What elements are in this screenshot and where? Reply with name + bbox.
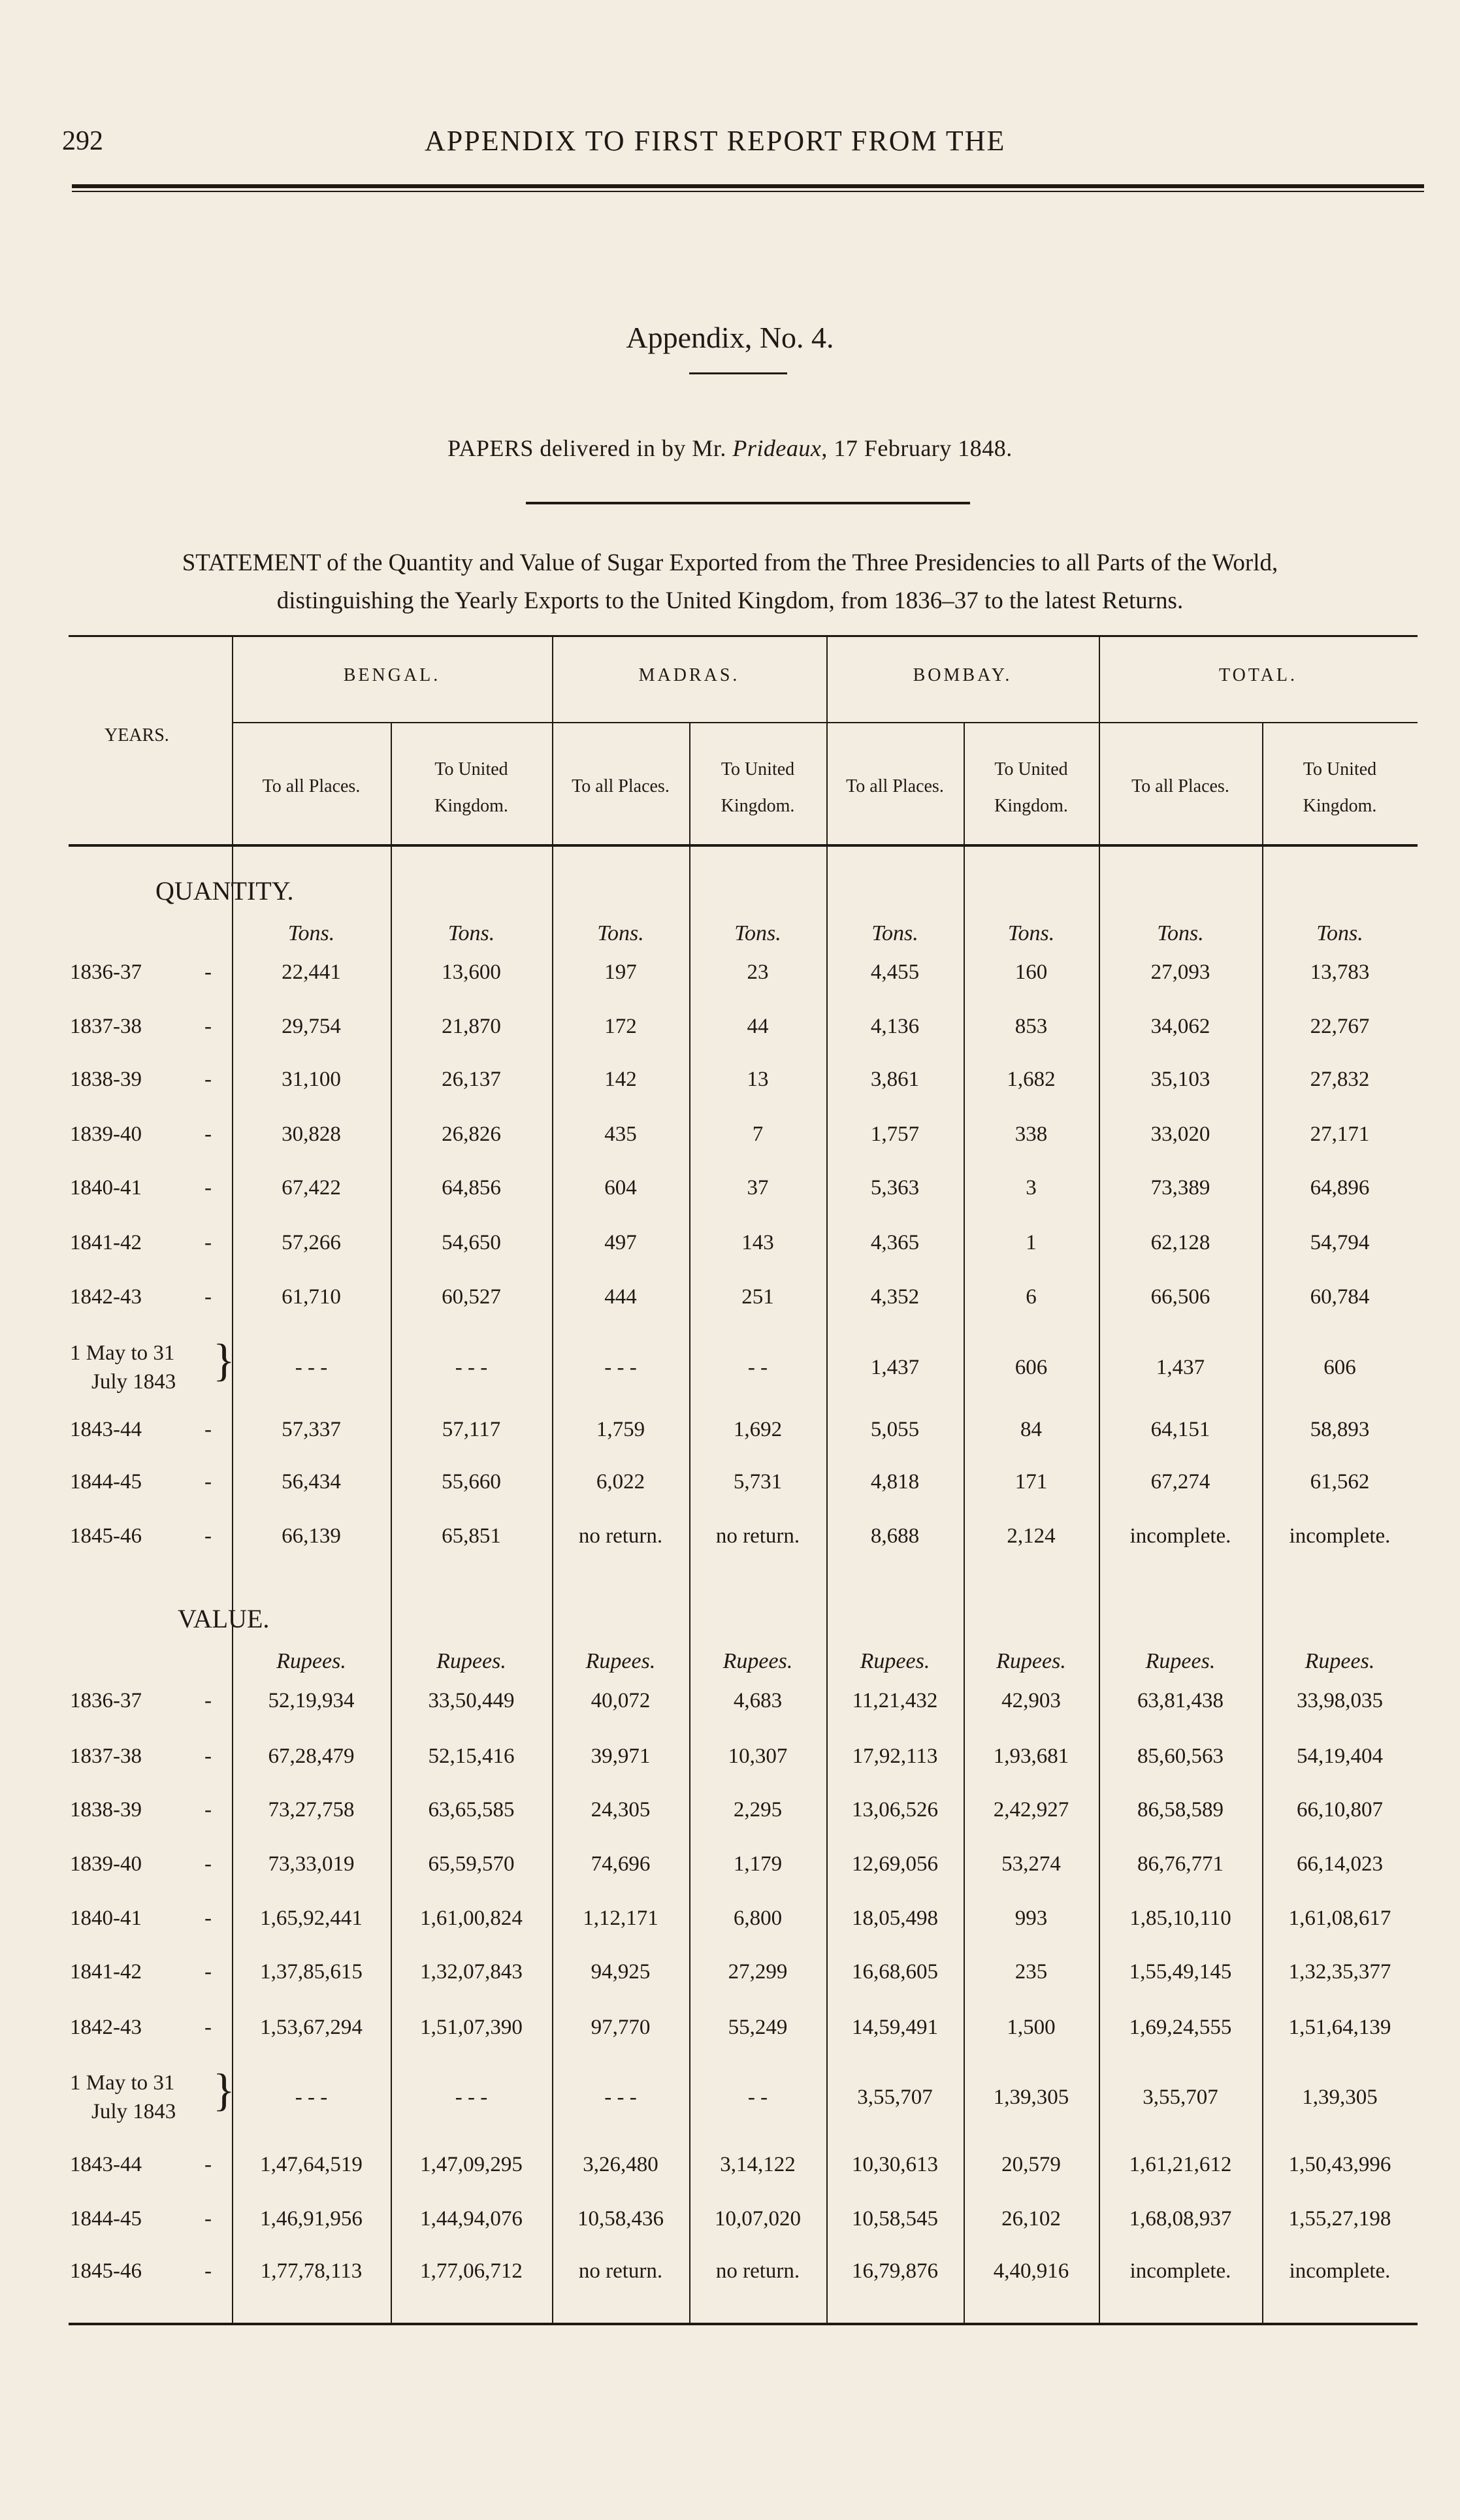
value-unit-label: Rupees.	[585, 1649, 656, 1673]
year-label: 1836-37	[70, 1689, 142, 1712]
quantity-unit-label: Tons.	[447, 921, 495, 945]
quantity-value-cell: 5,731	[733, 1470, 783, 1494]
quantity-value-cell: 30,828	[282, 1122, 341, 1146]
value-value-cell: 66,10,807	[1297, 1798, 1383, 1822]
value-value-cell: 65,59,570	[428, 1852, 515, 1876]
leader-dash: -	[204, 1852, 212, 1876]
value-value-cell: 1,77,78,113	[260, 2259, 363, 2283]
value-value-cell: 1,47,64,519	[260, 2153, 363, 2176]
leader-dash: -	[204, 960, 212, 984]
value-value-cell: 1,61,00,824	[420, 1906, 523, 1930]
papers-rule	[526, 502, 970, 504]
year-label: 1844-45	[70, 2207, 142, 2231]
value-value-cell: 1,37,85,615	[260, 1960, 363, 1984]
quantity-value-cell: 444	[604, 1285, 637, 1309]
leader-dash: -	[204, 2153, 212, 2176]
leader-dash: -	[204, 1470, 212, 1494]
table-bottom-rule	[69, 2323, 1418, 2325]
quantity-value-cell: 44	[747, 1015, 769, 1038]
value-value-cell: 14,59,491	[852, 2016, 938, 2039]
quantity-value-cell: no return.	[715, 1524, 800, 1548]
year-label: 1843-44	[70, 1418, 142, 1441]
value-value-cell: 1,61,08,617	[1288, 1906, 1391, 1930]
value-value-cell: incomplete.	[1289, 2259, 1391, 2283]
papers-before: PAPERS delivered in by Mr.	[447, 435, 733, 461]
quantity-unit-label: Tons.	[287, 921, 335, 945]
value-value-cell: 1,55,49,145	[1129, 1960, 1232, 1984]
quantity-value-cell: 67,274	[1150, 1470, 1210, 1494]
quantity-value-cell: 27,832	[1310, 1068, 1370, 1091]
value-value-cell: 1,93,681	[993, 1744, 1069, 1768]
quantity-value-cell: incomplete.	[1289, 1524, 1391, 1548]
value-value-cell: 1,50,43,996	[1288, 2153, 1391, 2176]
quantity-value-cell: 7	[752, 1122, 764, 1146]
year-label-line1: 1 May to 31	[70, 2071, 175, 2095]
leader-dash: -	[204, 1524, 212, 1548]
quantity-value-cell: 26,826	[442, 1122, 501, 1146]
quantity-value-cell: 67,422	[282, 1176, 341, 1200]
value-unit-label: Rupees.	[996, 1649, 1066, 1673]
quantity-value-cell: 338	[1014, 1122, 1048, 1146]
year-label-line1: 1 May to 31	[70, 1341, 175, 1365]
value-value-cell: 10,58,436	[577, 2207, 664, 2231]
quantity-unit-label: Tons.	[871, 921, 918, 945]
quantity-value-cell: 26,137	[442, 1068, 501, 1091]
value-value-cell: 1,46,91,956	[260, 2207, 363, 2231]
quantity-value-cell: 61,562	[1310, 1470, 1370, 1494]
quantity-value-cell: 27,093	[1150, 960, 1210, 984]
quantity-value-cell: 84	[1020, 1418, 1042, 1441]
value-value-cell: 235	[1014, 1960, 1048, 1984]
quantity-value-cell: 604	[604, 1176, 637, 1200]
column-header: To all Places.	[846, 776, 944, 796]
year-label: 1845-46	[70, 1524, 142, 1548]
quantity-value-cell: 22,441	[282, 960, 341, 984]
value-value-cell: 13,06,526	[852, 1798, 938, 1822]
quantity-value-cell: 57,266	[282, 1231, 341, 1254]
quantity-value-cell: 66,139	[282, 1524, 341, 1548]
leader-dash: -	[204, 1744, 212, 1768]
value-value-cell: 42,903	[1001, 1689, 1061, 1712]
quantity-value-cell: 1,437	[870, 1356, 920, 1379]
quantity-value-cell: 1,757	[870, 1122, 920, 1146]
quantity-value-cell: 57,117	[442, 1418, 501, 1441]
value-value-cell: 27,299	[728, 1960, 788, 1984]
statement-line-1: STATEMENT of the Quantity and Value of Sugar Exported from the Three Presidencies to all Parts of the World,	[182, 549, 1278, 576]
quantity-unit-label: Tons.	[597, 921, 644, 945]
column-header: To United Kingdom.	[994, 759, 1068, 816]
quantity-value-cell: 64,151	[1150, 1418, 1210, 1441]
value-value-cell: 26,102	[1001, 2207, 1061, 2231]
value-value-cell: 4,40,916	[993, 2259, 1069, 2283]
value-unit-label: Rupees.	[1305, 1649, 1375, 1673]
value-value-cell: 40,072	[591, 1689, 651, 1712]
quantity-value-cell: 6,022	[596, 1470, 645, 1494]
value-value-cell: 3,55,707	[857, 2086, 933, 2109]
column-header: To all Places.	[262, 776, 361, 796]
value-value-cell: 6,800	[733, 1906, 783, 1930]
quantity-value-cell: 3	[1026, 1176, 1037, 1200]
quantity-value-cell: 606	[1323, 1356, 1356, 1379]
group-header: MADRAS.	[638, 665, 740, 685]
column-header: To United Kingdom.	[434, 759, 508, 816]
value-value-cell: 1,44,94,076	[420, 2207, 523, 2231]
quantity-value-cell: 33,020	[1150, 1122, 1210, 1146]
value-value-cell: 10,07,020	[715, 2207, 801, 2231]
year-label: 1840-41	[70, 1906, 142, 1930]
column-header: To all Places.	[572, 776, 670, 796]
value-unit-label: Rupees.	[860, 1649, 930, 1673]
leader-dash: -	[204, 2016, 212, 2039]
quantity-value-cell: 172	[604, 1015, 637, 1038]
leader-dash: -	[204, 1231, 212, 1254]
quantity-value-cell: 3,861	[870, 1068, 920, 1091]
quantity-value-cell: 5,055	[870, 1418, 920, 1441]
value-value-cell: 1,61,21,612	[1129, 2153, 1232, 2176]
title-rule	[689, 372, 787, 374]
quantity-value-cell: 4,818	[870, 1470, 920, 1494]
header-bottom-rule	[69, 844, 1418, 847]
year-label: 1839-40	[70, 1122, 142, 1146]
leader-dash: -	[204, 1798, 212, 1822]
leader-dash: -	[204, 1960, 212, 1984]
group-header: TOTAL.	[1218, 665, 1297, 685]
quantity-value-cell: - - -	[455, 1356, 488, 1379]
value-value-cell: 1,12,171	[583, 1906, 658, 1930]
quantity-value-cell: 5,363	[870, 1176, 920, 1200]
quantity-value-cell: 4,136	[870, 1015, 920, 1038]
quantity-value-cell: - - -	[604, 1356, 637, 1379]
value-value-cell: 1,47,09,295	[420, 2153, 523, 2176]
header-rule-thin	[72, 191, 1424, 192]
quantity-value-cell: incomplete.	[1129, 1524, 1231, 1548]
value-value-cell: 1,32,07,843	[420, 1960, 523, 1984]
quantity-value-cell: 853	[1014, 1015, 1048, 1038]
quantity-value-cell: 64,856	[442, 1176, 501, 1200]
value-value-cell: 1,51,64,139	[1288, 2016, 1391, 2039]
value-value-cell: 1,51,07,390	[420, 2016, 523, 2039]
year-label: 1841-42	[70, 1960, 142, 1984]
value-value-cell: 1,68,08,937	[1129, 2207, 1232, 2231]
value-value-cell: 18,05,498	[852, 1906, 938, 1930]
value-value-cell: 1,65,92,441	[260, 1906, 363, 1930]
year-label: 1841-42	[70, 1231, 142, 1254]
year-label: 1840-41	[70, 1176, 142, 1200]
value-value-cell: 1,32,35,377	[1288, 1960, 1391, 1984]
table-top-rule	[69, 635, 1418, 637]
value-value-cell: - - -	[295, 2086, 328, 2109]
leader-dash: -	[204, 1068, 212, 1091]
value-value-cell: 1,69,24,555	[1129, 2016, 1232, 2039]
quantity-section-label: QUANTITY.	[155, 876, 294, 906]
value-value-cell: no return.	[715, 2259, 800, 2283]
header-rule	[72, 184, 1424, 188]
quantity-value-cell: 54,650	[442, 1231, 501, 1254]
year-label: 1837-38	[70, 1744, 142, 1768]
quantity-value-cell: 60,784	[1310, 1285, 1370, 1309]
value-value-cell: 11,21,432	[852, 1689, 938, 1712]
value-value-cell: 24,305	[591, 1798, 651, 1822]
quantity-value-cell: 197	[604, 960, 637, 984]
value-value-cell: 66,14,023	[1297, 1852, 1383, 1876]
value-value-cell: - - -	[455, 2086, 488, 2109]
leader-dash: -	[204, 1122, 212, 1146]
value-value-cell: 20,579	[1001, 2153, 1061, 2176]
quantity-value-cell: 37	[747, 1176, 769, 1200]
year-label: 1844-45	[70, 1470, 142, 1494]
value-value-cell: 86,76,771	[1137, 1852, 1224, 1876]
quantity-value-cell: 56,434	[282, 1470, 341, 1494]
quantity-unit-label: Tons.	[1157, 921, 1204, 945]
brace: }	[213, 2065, 235, 2116]
quantity-value-cell: 58,893	[1310, 1418, 1370, 1441]
quantity-value-cell: 1,692	[733, 1418, 783, 1441]
quantity-value-cell: 64,896	[1310, 1176, 1370, 1200]
value-value-cell: 1,53,67,294	[260, 2016, 363, 2039]
quantity-value-cell: 13,783	[1310, 960, 1370, 984]
group-header: BENGAL.	[343, 665, 441, 685]
year-label: 1836-37	[70, 960, 142, 984]
value-value-cell: 85,60,563	[1137, 1744, 1224, 1768]
quantity-value-cell: 22,767	[1310, 1015, 1370, 1038]
papers-name: Prideaux	[732, 435, 822, 461]
year-label: 1842-43	[70, 2016, 142, 2039]
value-unit-label: Rupees.	[276, 1649, 346, 1673]
quantity-unit-label: Tons.	[734, 921, 781, 945]
quantity-value-cell: 55,660	[442, 1470, 501, 1494]
value-value-cell: 12,69,056	[852, 1852, 938, 1876]
value-value-cell: 52,15,416	[428, 1744, 515, 1768]
quantity-value-cell: 27,171	[1310, 1122, 1370, 1146]
group-header: BOMBAY.	[913, 665, 1013, 685]
quantity-unit-label: Tons.	[1007, 921, 1055, 945]
appendix-title: Appendix, No. 4.	[626, 321, 834, 354]
value-unit-label: Rupees.	[436, 1649, 506, 1673]
column-header: To all Places.	[1131, 776, 1229, 796]
value-value-cell: 4,683	[733, 1689, 783, 1712]
quantity-value-cell: 1	[1026, 1231, 1037, 1254]
value-value-cell: 1,500	[1007, 2016, 1056, 2039]
quantity-value-cell: 6	[1026, 1285, 1037, 1309]
value-value-cell: 16,79,876	[852, 2259, 938, 2283]
value-value-cell: 1,39,305	[1302, 2086, 1378, 2109]
quantity-value-cell: 251	[741, 1285, 774, 1309]
value-value-cell: 86,58,589	[1137, 1798, 1224, 1822]
value-unit-label: Rupees.	[722, 1649, 793, 1673]
value-value-cell: 54,19,404	[1297, 1744, 1383, 1768]
running-title: APPENDIX TO FIRST REPORT FROM THE	[425, 125, 1006, 157]
value-value-cell: 33,98,035	[1297, 1689, 1383, 1712]
year-label: 1838-39	[70, 1798, 142, 1822]
value-value-cell: 94,925	[591, 1960, 651, 1984]
value-value-cell: 63,65,585	[428, 1798, 515, 1822]
quantity-value-cell: 142	[604, 1068, 637, 1091]
quantity-value-cell: 57,337	[282, 1418, 341, 1441]
quantity-unit-label: Tons.	[1316, 921, 1363, 945]
quantity-value-cell: 171	[1014, 1470, 1048, 1494]
quantity-value-cell: 66,506	[1150, 1285, 1210, 1309]
column-header: To United Kingdom.	[1303, 759, 1377, 816]
leader-dash: -	[204, 1689, 212, 1712]
column-header: To United Kingdom.	[721, 759, 795, 816]
quantity-value-cell: 143	[741, 1231, 774, 1254]
value-value-cell: 993	[1014, 1906, 1048, 1930]
leader-dash: -	[204, 1418, 212, 1441]
value-value-cell: 74,696	[591, 1852, 651, 1876]
quantity-value-cell: 8,688	[870, 1524, 920, 1548]
papers-line	[0, 434, 1460, 462]
value-value-cell: 10,58,545	[852, 2207, 938, 2231]
value-unit-label: Rupees.	[1145, 1649, 1216, 1673]
quantity-value-cell: 2,124	[1007, 1524, 1056, 1548]
value-value-cell: 33,50,449	[428, 1689, 515, 1712]
quantity-value-cell: 1,682	[1007, 1068, 1056, 1091]
quantity-value-cell: 606	[1014, 1356, 1048, 1379]
value-value-cell: 3,55,707	[1143, 2086, 1218, 2109]
value-value-cell: 16,68,605	[852, 1960, 938, 1984]
value-value-cell: incomplete.	[1129, 2259, 1231, 2283]
quantity-value-cell: 60,527	[442, 1285, 501, 1309]
leader-dash: -	[204, 1285, 212, 1309]
quantity-value-cell: 435	[604, 1122, 637, 1146]
year-label: 1842-43	[70, 1285, 142, 1309]
value-value-cell: 1,55,27,198	[1288, 2207, 1391, 2231]
year-label: 1845-46	[70, 2259, 142, 2283]
value-value-cell: 2,295	[733, 1798, 783, 1822]
leader-dash: -	[204, 2207, 212, 2231]
quantity-value-cell: 54,794	[1310, 1231, 1370, 1254]
year-label: 1843-44	[70, 2153, 142, 2176]
value-value-cell: no return.	[578, 2259, 663, 2283]
quantity-value-cell: 35,103	[1150, 1068, 1210, 1091]
years-header: YEARS.	[105, 725, 169, 745]
quantity-value-cell: 21,870	[442, 1015, 501, 1038]
value-value-cell: 10,307	[728, 1744, 788, 1768]
value-value-cell: 67,28,479	[268, 1744, 355, 1768]
quantity-value-cell: - - -	[295, 1356, 328, 1379]
quantity-value-cell: 160	[1014, 960, 1048, 984]
leader-dash: -	[204, 2259, 212, 2283]
quantity-value-cell: 13	[747, 1068, 769, 1091]
value-value-cell: 63,81,438	[1137, 1689, 1224, 1712]
value-value-cell: 3,14,122	[720, 2153, 796, 2176]
quantity-value-cell: 1,437	[1156, 1356, 1205, 1379]
value-value-cell: 1,85,10,110	[1129, 1906, 1231, 1930]
year-label: 1838-39	[70, 1068, 142, 1091]
year-label-line2: July 1843	[91, 2100, 176, 2123]
value-value-cell: 39,971	[591, 1744, 651, 1768]
page-number: 292	[62, 126, 103, 156]
value-value-cell: 73,27,758	[268, 1798, 355, 1822]
value-value-cell: 10,30,613	[852, 2153, 938, 2176]
leader-dash: -	[204, 1015, 212, 1038]
quantity-value-cell: no return.	[578, 1524, 663, 1548]
papers-after: , 17 February 1848.	[821, 435, 1013, 461]
group-header-rule	[232, 722, 1418, 723]
year-label: 1839-40	[70, 1852, 142, 1876]
value-section-label: VALUE.	[178, 1604, 270, 1633]
value-value-cell: 53,274	[1001, 1852, 1061, 1876]
quantity-value-cell: - -	[747, 1356, 768, 1379]
quantity-value-cell: 13,600	[442, 960, 501, 984]
quantity-value-cell: 61,710	[282, 1285, 341, 1309]
quantity-value-cell: 29,754	[282, 1015, 341, 1038]
value-value-cell: - - -	[604, 2086, 637, 2109]
quantity-value-cell: 73,389	[1150, 1176, 1210, 1200]
leader-dash: -	[204, 1906, 212, 1930]
value-value-cell: 1,179	[733, 1852, 783, 1876]
value-value-cell: 52,19,934	[268, 1689, 355, 1712]
value-value-cell: 73,33,019	[268, 1852, 355, 1876]
leader-dash: -	[204, 1176, 212, 1200]
quantity-value-cell: 65,851	[442, 1524, 501, 1548]
statement-line-2: distinguishing the Yearly Exports to the United Kingdom, from 1836–37 to the latest Returns.	[276, 587, 1184, 614]
quantity-value-cell: 1,759	[596, 1418, 645, 1441]
value-value-cell: 55,249	[728, 2016, 788, 2039]
quantity-value-cell: 4,455	[870, 960, 920, 984]
value-value-cell: 1,77,06,712	[420, 2259, 523, 2283]
value-value-cell: 97,770	[591, 2016, 651, 2039]
year-label-line2: July 1843	[91, 1370, 176, 1394]
value-value-cell: 2,42,927	[993, 1798, 1069, 1822]
brace: }	[213, 1335, 235, 1386]
value-value-cell: 1,39,305	[993, 2086, 1069, 2109]
quantity-value-cell: 4,352	[870, 1285, 920, 1309]
quantity-value-cell: 4,365	[870, 1231, 920, 1254]
year-label: 1837-38	[70, 1015, 142, 1038]
value-value-cell: - -	[747, 2086, 768, 2109]
value-value-cell: 17,92,113	[852, 1744, 938, 1768]
quantity-value-cell: 31,100	[282, 1068, 341, 1091]
quantity-value-cell: 34,062	[1150, 1015, 1210, 1038]
value-value-cell: 3,26,480	[583, 2153, 658, 2176]
quantity-value-cell: 23	[747, 960, 769, 984]
quantity-value-cell: 62,128	[1150, 1231, 1210, 1254]
quantity-value-cell: 497	[604, 1231, 637, 1254]
